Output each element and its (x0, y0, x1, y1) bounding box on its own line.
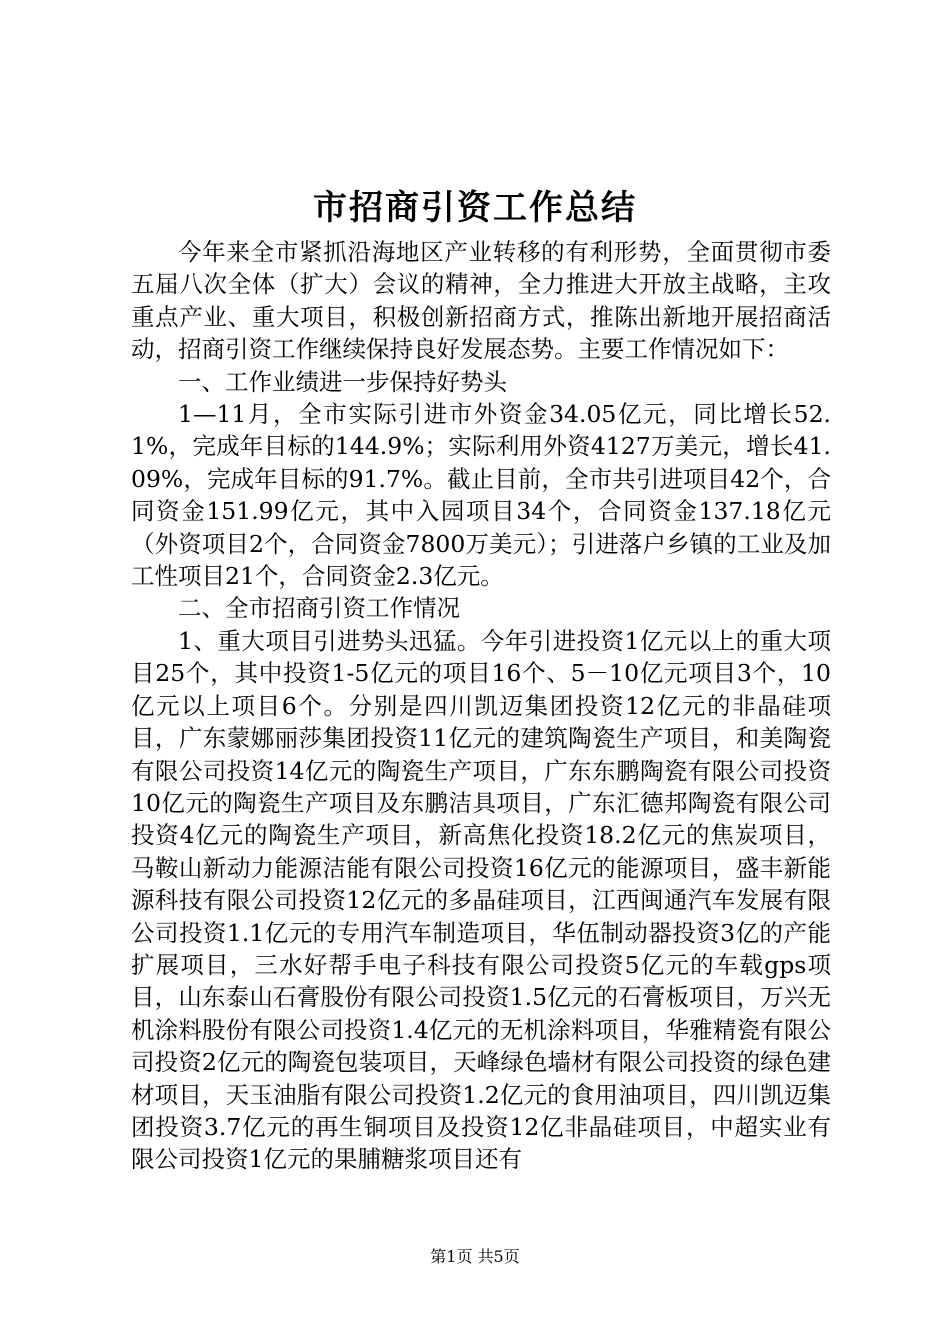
section-heading-1: 一、工作业绩进一步保持好势头 (178, 367, 507, 396)
page-number-footer: 第1页 共5页 (430, 1247, 520, 1266)
document-title: 市招商引资工作总结 (313, 188, 637, 228)
section-heading-2: 二、全市招商引资工作情况 (178, 594, 460, 623)
document-body (131, 236, 831, 1176)
major-projects-paragraph: 1、重大项目引进势头迅猛。今年引进投资1亿元以上的重大项目25个，其中投资1-5亿元的项目16个、5－10亿元项目3个，10亿元以上项目6个。分别是四川凯迈集团投资12亿元的非晶硅项目，广东蒙娜丽莎集团投资11亿元的建筑陶瓷生产项目，和美陶瓷有限公司投资14亿元的陶瓷生产项目，广东东鹏陶瓷有限公司投资10亿元的陶瓷生产项目及东鹏洁具项目，广东汇德邦陶瓷有限公司投资4亿元的陶瓷生产项目，新高焦化投资18.2亿元的焦炭项目，马鞍山新动力能源洁能有限公司投资16亿元的能源项目，盛丰新能源科技有限公司投资12亿元的多晶硅项目，江西闽通汽车发展有限公司投资1.1亿元的专用汽车制造项目，华伍制动器投资3亿的产能扩展项目，三水好帮手电子科技有限公司投资5亿元的车载gps项目，山东泰山石膏股份有限公司投资1.5亿元的石膏板项目，万兴无机涂料股份有限公司投资1.4亿元的无机涂料项目，华雅精瓷有限公司投资2亿元的陶瓷包装项目，天峰绿色墙材有限公司投资的绿色建材项目，天玉油脂有限公司投资1.2亿元的食用油项目，四川凯迈集团投资3.7亿元的再生铜项目及投资12亿非晶硅项目，中超实业有限公司投资1亿元的果脯糖浆项目还有 (131, 626, 831, 1174)
intro-paragraph: 今年来全市紧抓沿海地区产业转移的有利形势，全面贯彻市委五届八次全体（扩大）会议的精神，全力推进大开放主战略，主攻重点产业、重大项目，积极创新招商方式，推陈出新地开展招商活动，招商引资工作继续保持良好发展态势。主要工作情况如下： (131, 238, 831, 364)
performance-paragraph: 1—11月，全市实际引进市外资金34.05亿元，同比增长52.1%，完成年目标的144.9%；实际利用外资4127万美元，增长41.09%，完成年目标的91.7%。截止目前，全市共引进项目42个，合同资金151.99亿元，其中入园项目34个，合同资金137.18亿元（外资项目2个，合同资金7800万美元）；引进落户乡镇的工业及加工性项目21个，合同资金2.3亿元。 (131, 400, 831, 591)
